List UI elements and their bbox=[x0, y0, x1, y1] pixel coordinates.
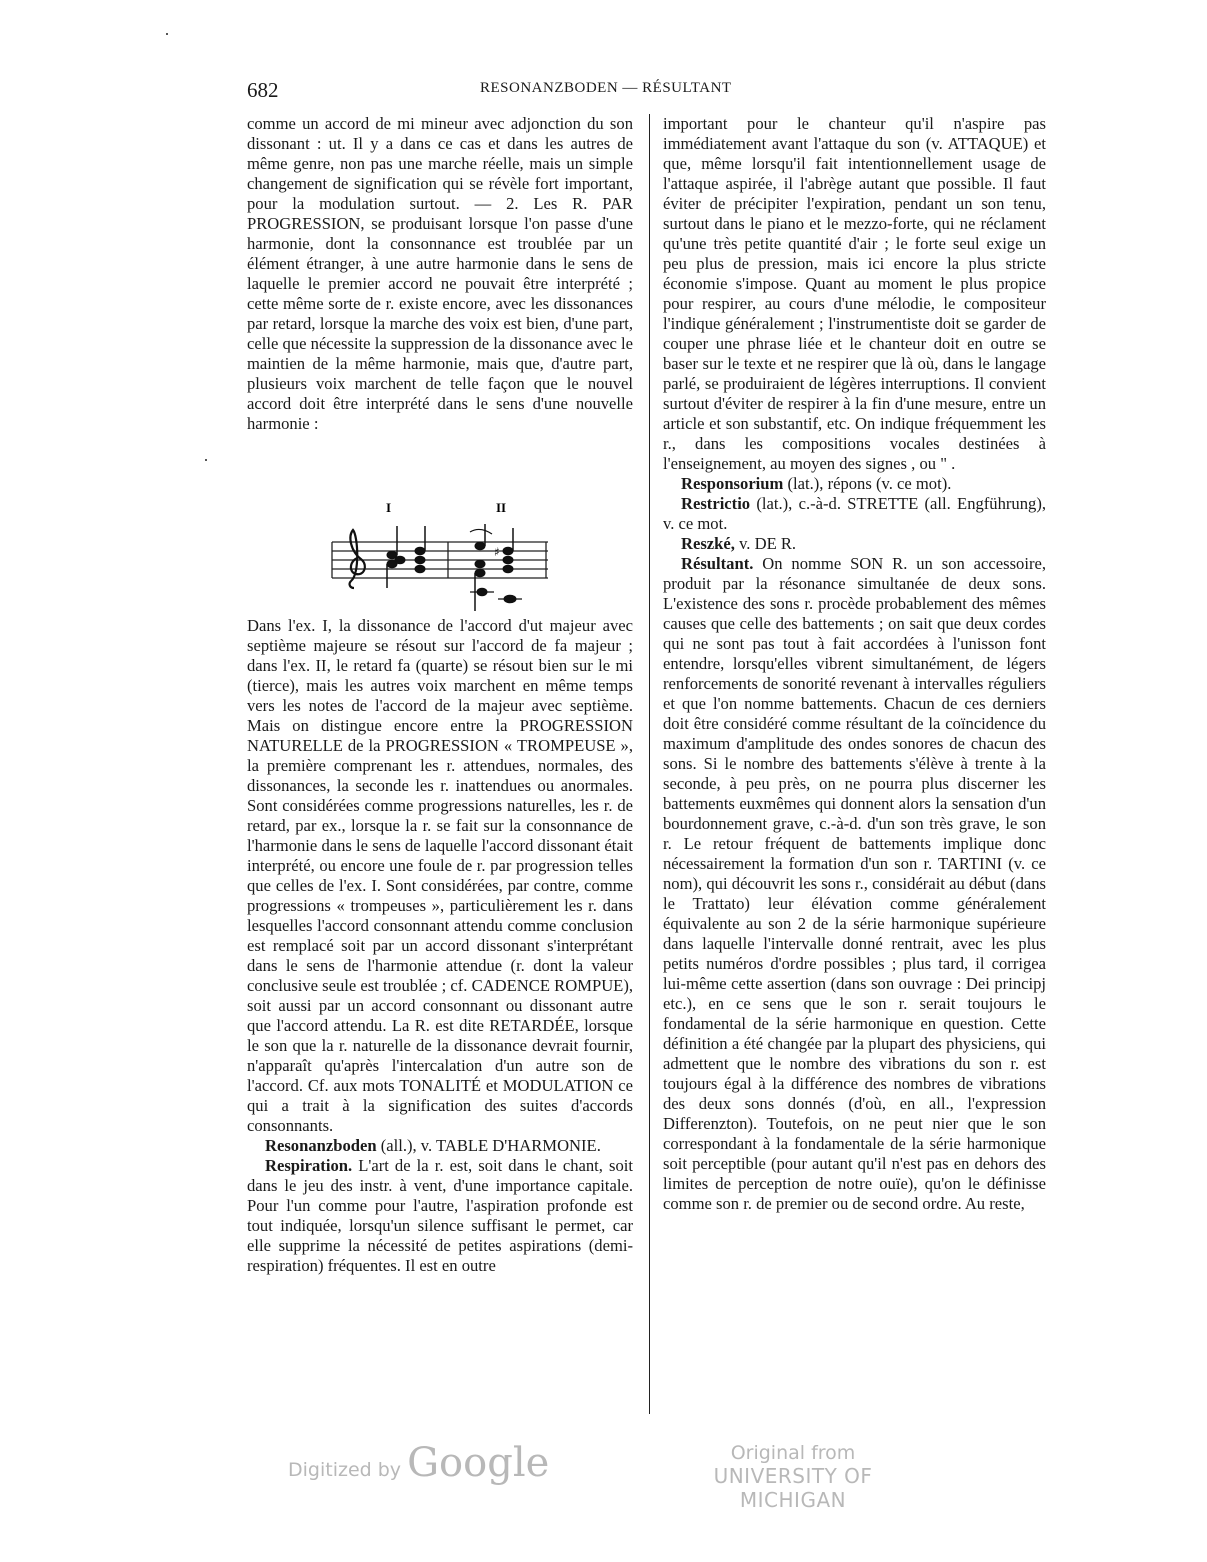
university-label: UNIVERSITY OF MICHIGAN bbox=[713, 1464, 873, 1512]
chord-3 bbox=[470, 524, 494, 611]
svg-text:♯: ♯ bbox=[494, 545, 500, 559]
original-from-label: Original from bbox=[730, 1442, 856, 1464]
staff-lines bbox=[332, 542, 548, 578]
left-column bbox=[247, 114, 633, 1276]
digitized-by-watermark bbox=[288, 1440, 549, 1486]
entry-respiration-text: L'art de la r. est, soit dans le chant, soit dans le jeu des instr. à vent, d'une importance capitale. Pour l'un comme pour l'autre, l'aspiration profonde est tout indiquée, lorsqu'un silence suffisant le permet, car elle supprime la nécessité de petites aspirations (demi-respiration) fréquentes. Il est en outre bbox=[247, 1156, 633, 1275]
entry-resultant-text: On nomme SON R. un son accessoire, produit par la résonance simultanée de deux sons. L'existence des sons r. procède probablement des mêmes causes que celle des battements ; on sait que deux cordes qui ne sont pas tout à fait accordées à l'unisson font entendre, lorsqu'elles vibrent simultanément, de légers renforcements de sonorité revenant à intervalles réguliers et que l'on nomme battements. Chacun de ces derniers doit être considéré comme résultant de la coïncidence du maximum d'amplitude des ondes sonores de chacun des sons. Si le nombre des battements s'élève à trente à la seconde, à peu près, on ne pourra plus discerner les battements euxmêmes qui donnent alors la sensation d'un bourdonnement grave, c.-à-d. d'un son très grave, le son r. Le retour fréquent de battements implique donc nécessairement la formation d'un son r. TARTINI (v. ce nom), qui découvrit les sons r., considérait au début (dans le Trattato) leur élévation comme généralement équivalente au son 2 de la série harmonique supérieure dans laquelle l'intervalle donné rentrait, avec les plus petits numéros d'ordre possibles ; plus tard, il corrigea lui-même cette assertion (dans son ouvrage : Dei principj etc.), en ce sens que le son r. serait toujours le fondamental de la série harmonique en question. Cette définition a été changée par la plupart des physiciens, qui admettent que le nombre des vibrations du son r. est toujours égal à la différence des nombres de vibrations des deux sons donnés (d'où, en all., l'expression Differenzton). Toutefois, on ne peut nier que le son correspondant à la fondamentale de la série harmonique soit perceptible (pour autant qu'il n'est pas en dehors des limites de perception de notre ouïe), qu'on le définisse comme son r. de premier ou de second ordre. Au reste, bbox=[663, 554, 1046, 1213]
entry-resultant bbox=[663, 554, 1046, 1214]
entry-resonanzboden-text: (all.), v. TABLE D'HARMONIE. bbox=[376, 1136, 601, 1155]
entry-resultant-head: Résultant. bbox=[681, 554, 754, 573]
entry-restrictio-text: (lat.), c.-à-d. STRETTE (all. Engführung), v. ce mot. bbox=[663, 494, 1046, 533]
chord-2 bbox=[415, 526, 425, 573]
entry-respiration bbox=[247, 1156, 633, 1276]
after-example-paragraph: Dans l'ex. I, la dissonance de l'accord d'ut majeur avec septième majeure se résout sur l'accord de fa majeur ; dans l'ex. II, le retard fa (quarte) se résout bien sur le mi (tierce), mais les autres voix marchent en même temps vers les notes de l'accord de la majeur avec septième. Mais on distingue encore entre la PROGRESSION NATURELLE de la PROGRESSION « TROMPEUSE », la première comprenant les r. attendues, normales, des dissonances, la seconde les r. inattendues ou anormales. Sont considérées comme progressions naturelles, les r. de retard, par ex., lorsque la r. se fait sur la consonnance de l'harmonie dans le sens de laquelle l'accord dissonant était interprété, ou encore une foule de r. par progression telles que celles de l'ex. I. Sont considérées, par contre, comme progressions « trompeuses », particulièrement les r. dans lesquelles l'accord consonnant attendu comme conclusion est remplacé soit par un accord dissonant s'interprétant dans le sens de l'harmonie attendue (r. dont la valeur conclusive seule est troublée ; cf. CADENCE ROMPUE), soit aussi par un accord consonnant ou dissonant autre que l'accord attendu. La R. est dite RETARDÉE, lorsque le son que la r. naturelle de la dissonance devrait fournir, n'apparaît qu'après l'intercalation d'un autre son de l'accord. Cf. aux mots TONALITÉ et MODULATION ce qui a trait à la signification des suites d'accords consonnants. bbox=[247, 616, 633, 1135]
music-example bbox=[320, 496, 560, 616]
chord-1 bbox=[387, 526, 405, 588]
respiration-continued-paragraph: important pour le chanteur qu'il n'aspire pas immédiatement avant l'attaque du son (v. ATTAQUE) et que, même lorsqu'il fait intentionnellement usage de l'attaque aspirée, il l'abrège autant que possible. Il faut éviter de précipiter l'expiration, pendant un son tenu, surtout dans le piano et le mezzo-forte, qui ne réclament qu'une très petite quantité d'air ; le forte seul exige un peu plus de pression, mais ici encore la plus stricte économie s'impose. Quant au moment le plus propice pour respirer, au cours d'une mélodie, le compositeur l'indique généralement ; l'instrumentiste doit se garder de couper une phrase liée et le chanteur doit en outre se baser sur le texte et ne respirer que là où, dans le langage parlé, se produiraient de légères interruptions. Il convient surtout d'éviter de respirer à la fin d'une mesure, entre un article et son substantif, etc. On indique fréquemment les r., dans les compositions vocales destinées à l'enseignement, au moyen des signes , ou " . bbox=[663, 114, 1046, 473]
left-intro-paragraph: comme un accord de mi mineur avec adjonction du son dissonant : ut. Il y a dans ce cas et dans les autres de même genre, non pas une marche réelle, mais un simple changement de signification qui se révèle fort important, pour la modulation surtout. — 2. Les R. PAR PROGRESSION, se produisant lorsque l'on passe d'une harmonie, dont la consonnance est troublée par un élément étranger, à une autre harmonie dans le sens de laquelle le premier accord ne pouvait être interprété ; cette même sorte de r. existe encore, avec les dissonances par retard, lorsque la marche des voix est bien, d'une part, celle que nécessite la suppression de la dissonance avec le maintien de la même harmonie, mais que, d'autre part, plusieurs voix marchent de telle façon que le nouvel accord doit être interprété dans le sens d'une nouvelle harmonie : bbox=[247, 114, 633, 433]
original-from-watermark bbox=[668, 1442, 918, 1512]
entry-resonanzboden bbox=[247, 1136, 633, 1156]
entry-restrictio bbox=[663, 494, 1046, 534]
scan-speck bbox=[205, 459, 207, 461]
entry-reszke bbox=[663, 534, 1046, 554]
entry-restrictio-head: Restrictio bbox=[681, 494, 751, 513]
treble-clef-icon bbox=[350, 530, 365, 588]
running-title: RESONANZBODEN — RÉSULTANT bbox=[480, 80, 732, 96]
entry-reszke-text: v. DE R. bbox=[734, 534, 797, 553]
entry-responsorium-text: (lat.), répons (v. ce mot). bbox=[783, 474, 952, 493]
google-logo: Google bbox=[407, 1440, 550, 1486]
scan-speck bbox=[166, 33, 168, 35]
entry-responsorium-head: Responsorium bbox=[681, 474, 784, 493]
entry-resonanzboden-head: Resonanzboden bbox=[265, 1136, 377, 1155]
digitized-prefix: Digitized by bbox=[288, 1459, 402, 1481]
page-number: 682 bbox=[247, 78, 279, 102]
entry-respiration-head: Respiration. bbox=[265, 1156, 353, 1175]
entry-responsorium bbox=[663, 474, 1046, 494]
example-label-1: I bbox=[386, 500, 392, 515]
entry-reszke-head: Reszké, bbox=[681, 534, 735, 553]
example-label-2: II bbox=[496, 500, 507, 515]
chord-4 bbox=[494, 528, 522, 603]
column-divider bbox=[649, 114, 650, 1414]
right-column bbox=[663, 114, 1046, 1214]
